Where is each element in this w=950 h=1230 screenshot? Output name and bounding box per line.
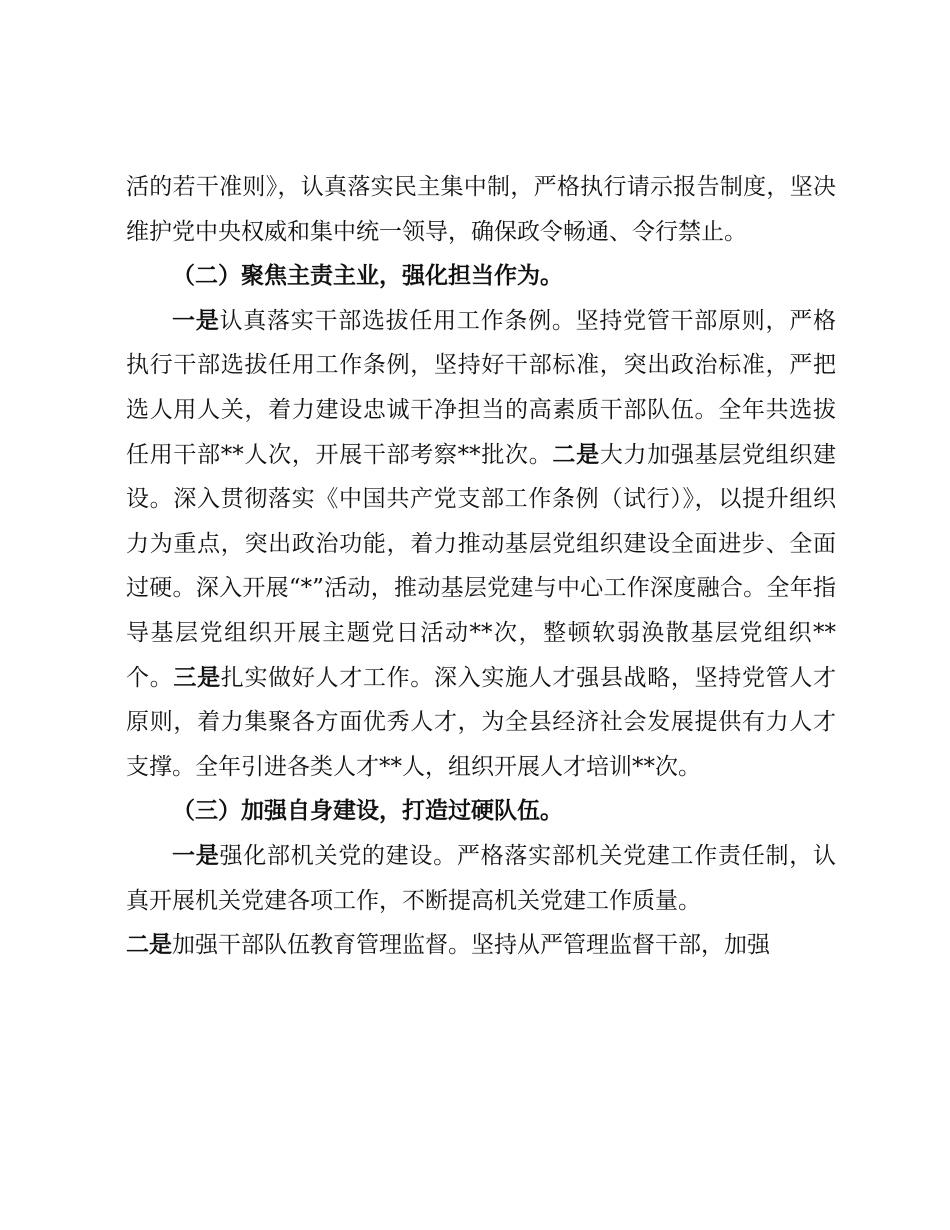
document-body bbox=[126, 165, 836, 968]
section-heading-3: （三）加强自身建设，打造过硬队伍。 bbox=[172, 797, 563, 825]
section-3-paragraph-continued bbox=[126, 923, 836, 968]
lead-marker: 一是 bbox=[172, 841, 220, 869]
lead-marker: 二是 bbox=[552, 440, 600, 468]
section-heading-2: （二）聚焦主责主业，强化担当作为。 bbox=[172, 262, 563, 290]
paragraph-text: 加强干部队伍教育管理监督。坚持从严管理监督干部，加强 bbox=[172, 932, 770, 959]
paragraph-text: 认真落实干部选拔任用工作条例。坚持党管干部原则，严格执行干部选拔任用工作条例，坚持好干部标准，突出政治标准，严把选人用人关，着力建设忠诚干净担当的高素质干部队伍。全年共选拔任用干部**人次，开展干部考察**批次。 bbox=[126, 307, 837, 468]
section-3-paragraph bbox=[126, 834, 836, 923]
lead-marker: 三是 bbox=[173, 663, 221, 691]
paragraph-text: 大力加强基层党组织建设。深入贯彻落实《中国共产党支部工作条例（试行）》，以提升组织力为重点，突出政治功能，着力推动基层党组织建设全面进步、全面过硬。深入开展“*”活动，推动基层党建与中心工作深度融合。全年指导基层党组织开展主题党日活动**次，整顿软弱涣散基层党组织**个。 bbox=[126, 441, 837, 691]
section-2-paragraph bbox=[126, 299, 836, 790]
paragraph-text: 扎实做好人才工作。深入实施人才强县战略，坚持党管人才原则，着力集聚各方面优秀人才，为全县经济社会发展提供有力人才支撑。全年引进各类人才**人，组织开展人才培训**次。 bbox=[126, 664, 837, 780]
lead-marker: 一是 bbox=[172, 306, 220, 334]
continuation-paragraph: 活的若干准则》，认真落实民主集中制，严格执行请示报告制度，坚决维护党中央权威和集中统一领导，确保政令畅通、令行禁止。 bbox=[126, 174, 836, 245]
paragraph-text: 强化部机关党的建设。严格落实部机关党建工作责任制，认真开展机关党建各项工作，不断提高机关党建工作质量。 bbox=[126, 842, 837, 914]
lead-marker: 二是 bbox=[126, 931, 172, 959]
